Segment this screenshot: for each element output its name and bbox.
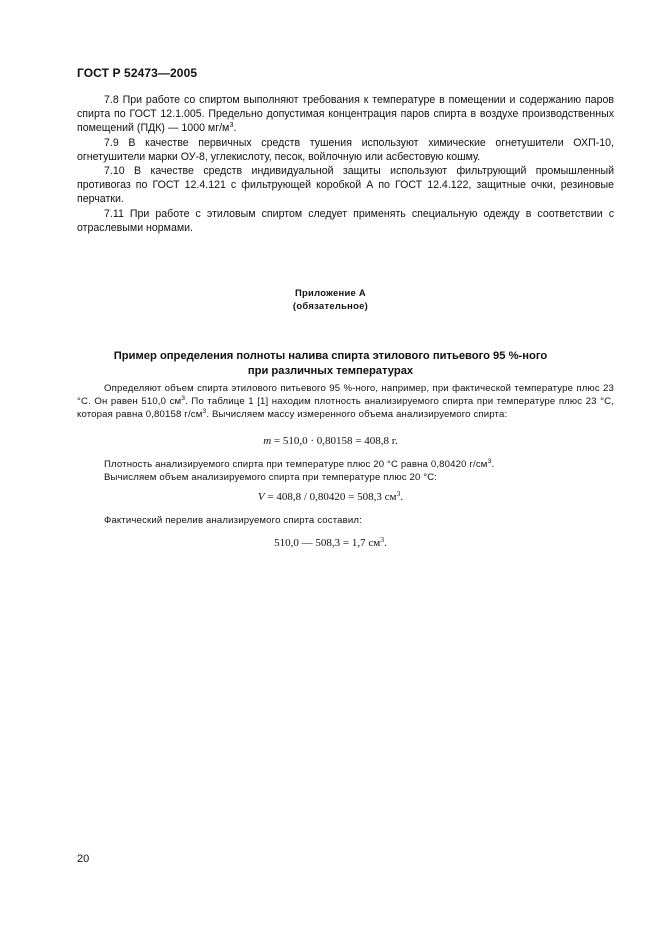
formula-overflow-expression: 510,0 — 508,3 = 1,7 см — [274, 537, 381, 549]
annex-paragraph-4-text: Фактический перелив анализируемого спирта составил: — [104, 515, 362, 526]
paragraph-7-11: 7.11 При работе с этиловым спиртом следует применять специальную одежду в соответствии с отраслевыми нормами. — [77, 207, 614, 234]
annex-paragraph-4 — [77, 514, 614, 527]
para1-text-a: Определяют объем спирта этилового питьевого 95 %-ного, например, при фактической температуре плюс 23 °С. Он равен 510,0 см — [77, 383, 614, 408]
superscript: 3 — [487, 458, 492, 465]
para1-text-c: . Вычисляем массу измеренного объема анализируемого спирта: — [206, 409, 508, 421]
annex-heading — [0, 286, 661, 312]
para2-text-a: Плотность анализируемого спирта при температуре плюс 20 °С равна 0,80420 г/см — [104, 459, 488, 470]
paragraph-7-8-end: . — [233, 122, 237, 135]
superscript: 3 — [202, 408, 207, 416]
annex-paragraph-1 — [77, 382, 614, 422]
superscript: 3 — [181, 395, 186, 403]
superscript: 3 — [229, 120, 234, 130]
formula-volume — [0, 491, 661, 503]
formula-mass — [0, 435, 661, 447]
paragraph-7-10: 7.10 В качестве средств индивидуальной защиты используют фильтрующий промышленный противогаз по ГОСТ 12.4.121 с фильтрующей коробкой А по ГОСТ 12.4.122, защитные очки, резиновые перчатки. — [77, 165, 614, 206]
paragraph-7-8-text: 7.8 При работе со спиртом выполняют требования к температуре в помещении и содержанию паров спирта по ГОСТ 12.1.005. Предельно допустимая концентрация паров спирта в воздухе производственных помещений (ПДК) — 1000 мг/м — [77, 94, 614, 135]
formula-volume-end: . — [400, 491, 404, 503]
formula-variable-v: V — [257, 491, 265, 503]
para2-text-b: . — [491, 459, 495, 470]
superscript: 3 — [396, 489, 401, 498]
formula-variable-m: m — [263, 435, 272, 447]
annex-title — [0, 349, 661, 378]
paragraph-7-9: 7.9 В качестве первичных средств тушения используют химические огнетушители ОХП-10, огнетушители марки ОУ-8, углекислоту, песок, войлочную или асбестовую кошму. — [77, 136, 614, 163]
annex-paragraph-3: Вычисляем объем анализируемого спирта при температуре плюс 20 °С: — [104, 472, 438, 484]
formula-overflow-end: . — [384, 537, 387, 549]
formula-volume-expression: = 408,8 / 0,80420 = 508,3 см — [264, 491, 397, 503]
annex-status: (обязательное) — [292, 300, 369, 311]
para1-text-b: . По таблице 1 [1] находим плотность анализируемого спирта при температуре плюс 23 °С, которая равна 0,80158 г/см — [77, 396, 614, 421]
page-number: 20 — [77, 853, 90, 865]
paragraph-7-8 — [77, 93, 614, 136]
formula-overflow — [0, 537, 661, 549]
annex-paragraph-2 — [77, 458, 614, 484]
formula-mass-expression: = 510,0 · 0,80158 = 408,8 г. — [271, 435, 398, 447]
annex-title-line-1: Пример определения полноты налива спирта этилового питьевого 95 %-ного — [113, 350, 548, 362]
section-7-block — [77, 93, 614, 235]
superscript: 3 — [380, 535, 385, 544]
annex-title-line-2: при различных температурах — [247, 364, 414, 377]
annex-label: Приложение А — [294, 287, 366, 298]
document-header: ГОСТ Р 52473—2005 — [77, 66, 198, 80]
